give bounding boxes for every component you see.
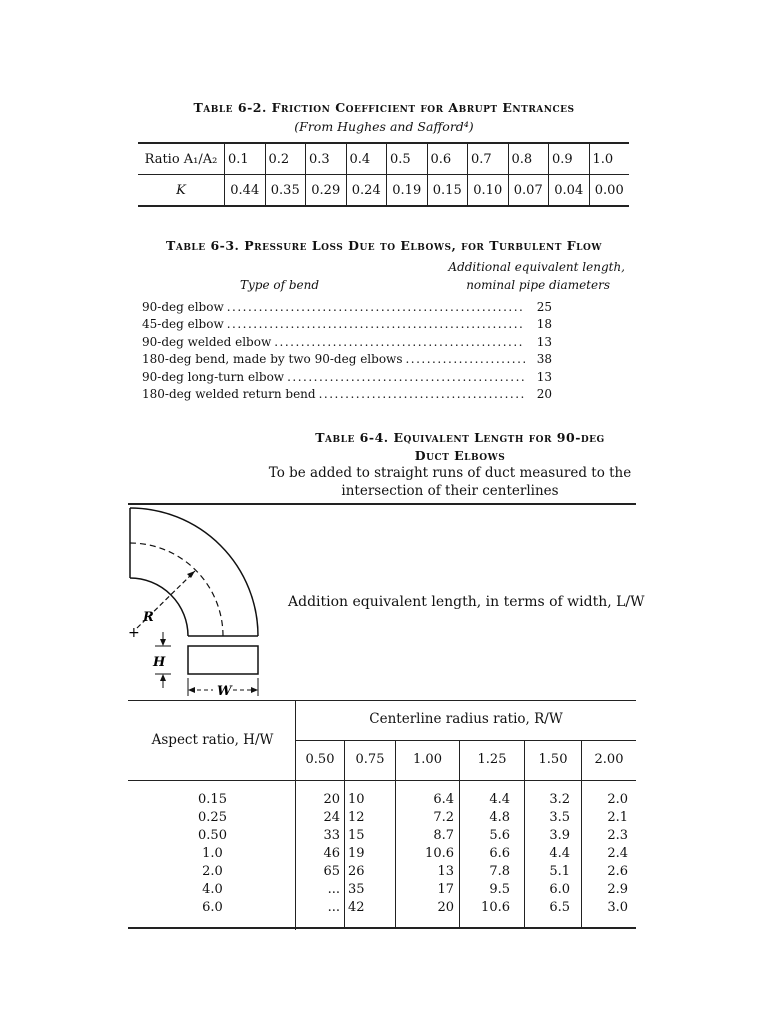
bend-type: 90-deg long-turn elbow <box>142 369 285 384</box>
subheader-rule <box>296 740 636 741</box>
center-cross-icon: + <box>128 625 140 641</box>
table-cell: 3.0 <box>607 900 628 915</box>
aspect-divider <box>295 700 296 930</box>
bend-length: 13 <box>536 369 552 384</box>
table-6-4-title-2: Duct Elbows <box>414 448 506 463</box>
table-cell: 20 <box>437 900 454 915</box>
ratio-cell: 0.6 <box>427 143 468 175</box>
k-row <box>138 175 629 207</box>
table-cell: 6.6 <box>489 846 510 861</box>
column-header: 0.50 <box>305 752 335 767</box>
table-cell: 4.4 <box>489 792 510 807</box>
aspect-ratio-cell: 2.0 <box>202 864 223 879</box>
aspect-ratio-cell: 4.0 <box>202 882 223 897</box>
column-header: 1.50 <box>538 752 568 767</box>
r-label: R <box>143 610 154 625</box>
k-cell: 0.19 <box>387 175 428 207</box>
w-label: W <box>217 684 232 699</box>
table-cell: 7.2 <box>433 810 454 825</box>
table-cell: 10 <box>348 792 365 807</box>
ratio-cell: 1.0 <box>589 143 629 175</box>
table-cell: 2.9 <box>607 882 628 897</box>
list-item <box>142 298 552 316</box>
elbow-diagram <box>125 506 285 701</box>
table-cell: 2.4 <box>607 846 628 861</box>
table-6-3-rows <box>142 298 552 403</box>
table-cell: ... <box>327 900 340 915</box>
bend-length: 18 <box>536 317 552 332</box>
k-label: K <box>138 175 225 207</box>
ratio-cell: 0.9 <box>549 143 590 175</box>
k-cell: 0.10 <box>468 175 509 207</box>
body-rule <box>128 780 636 781</box>
bend-length: 38 <box>536 352 552 367</box>
k-cell: 0.44 <box>225 175 266 207</box>
table-cell: 19 <box>348 846 365 861</box>
col-divider <box>344 740 345 928</box>
ratio-cell: 0.4 <box>346 143 387 175</box>
h-label: H <box>153 655 166 670</box>
table-cell: 42 <box>348 900 365 915</box>
table-cell: 6.4 <box>433 792 454 807</box>
table-6-3-header-right-2: nominal pipe diameters <box>466 278 610 292</box>
k-cell: 0.24 <box>346 175 387 207</box>
k-cell: 0.29 <box>306 175 347 207</box>
table-cell: 3.9 <box>549 828 570 843</box>
bend-type: 45-deg elbow <box>142 317 224 332</box>
ratio-cell: 0.8 <box>508 143 549 175</box>
aspect-ratio-cell: 0.50 <box>198 828 227 843</box>
ratio-cell: 0.1 <box>225 143 266 175</box>
top-rule <box>128 503 636 505</box>
table-6-4-caption-1: To be added to straight runs of duct measured to the <box>268 465 632 481</box>
table-cell: 2.3 <box>607 828 628 843</box>
table-6-4-title-1: Table 6-4. Equivalent Length for 90-deg <box>315 430 605 445</box>
table-cell: 2.1 <box>607 810 628 825</box>
k-cell: 0.15 <box>427 175 468 207</box>
ratio-row <box>138 143 629 175</box>
table-cell: 8.7 <box>433 828 454 843</box>
aspect-ratio-cell: 0.15 <box>198 792 227 807</box>
table-cell: 17 <box>437 882 454 897</box>
col-divider <box>524 740 525 928</box>
table-6-2 <box>138 142 629 207</box>
bend-type: 180-deg bend, made by two 90-deg elbows <box>142 352 403 367</box>
header-rule <box>128 700 636 701</box>
table-6-4-caption-2: intersection of their centerlines <box>341 483 559 499</box>
column-header: 0.75 <box>355 752 385 767</box>
table-cell: 3.5 <box>549 810 570 825</box>
table-cell: 7.8 <box>489 864 510 879</box>
bend-length: 13 <box>536 334 552 349</box>
table-cell: 10.6 <box>481 900 510 915</box>
column-header: 1.25 <box>477 752 507 767</box>
ratio-cell: 0.7 <box>468 143 509 175</box>
column-header: 1.00 <box>413 752 442 767</box>
bottom-rule <box>128 927 636 929</box>
table-cell: 5.6 <box>489 828 510 843</box>
bend-type: 90-deg elbow <box>142 299 224 314</box>
list-item <box>142 386 552 404</box>
table-cell: 9.5 <box>489 882 510 897</box>
ratio-label: Ratio A₁/A₂ <box>138 143 225 175</box>
table-6-3-header-left: Type of bend <box>240 278 320 292</box>
aspect-ratio-cell: 1.0 <box>202 846 223 861</box>
column-header: 2.00 <box>594 752 624 767</box>
list-item <box>142 316 552 334</box>
centerline-radius-header: Centerline radius ratio, R/W <box>369 711 563 727</box>
table-cell: 3.2 <box>549 792 570 807</box>
leader-dots <box>405 352 525 366</box>
table-cell: 33 <box>323 828 340 843</box>
table-cell: ... <box>327 882 340 897</box>
leader-dots <box>274 335 525 349</box>
k-cell: 0.35 <box>265 175 306 207</box>
k-cell: 0.07 <box>508 175 549 207</box>
ratio-cell: 0.2 <box>265 143 306 175</box>
bend-type: 180-deg welded return bend <box>142 387 316 402</box>
table-cell: 12 <box>348 810 365 825</box>
aspect-ratio-cell: 0.25 <box>198 810 227 825</box>
table-cell: 46 <box>323 846 340 861</box>
table-6-3-title: Table 6-3. Pressure Loss Due to Elbows, for Turbulent Flow <box>166 238 602 253</box>
table-cell: 2.6 <box>607 864 628 879</box>
aspect-ratio-header: Aspect ratio, H/W <box>151 732 274 748</box>
table-6-3-header-right-1: Additional equivalent length, <box>448 260 625 274</box>
table-cell: 15 <box>348 828 365 843</box>
list-item <box>142 351 552 369</box>
bend-length: 20 <box>536 387 552 402</box>
table-cell: 4.4 <box>549 846 570 861</box>
table-cell: 65 <box>323 864 340 879</box>
table-cell: 24 <box>323 810 340 825</box>
table-6-2-subtitle: (From Hughes and Safford⁴) <box>294 119 474 134</box>
col-divider <box>581 740 582 928</box>
addition-length-label: Addition equivalent length, in terms of width, L/W <box>288 594 645 610</box>
bend-length: 25 <box>536 299 552 314</box>
col-divider <box>395 740 396 928</box>
leader-dots <box>319 387 525 401</box>
table-cell: 20 <box>323 792 340 807</box>
table-cell: 10.6 <box>425 846 454 861</box>
bend-type: 90-deg welded elbow <box>142 334 272 349</box>
table-6-2-title: Table 6-2. Friction Coefficient for Abrupt Entrances <box>193 100 575 115</box>
ratio-cell: 0.5 <box>387 143 428 175</box>
table-cell: 5.1 <box>549 864 570 879</box>
table-cell: 6.0 <box>549 882 570 897</box>
k-cell: 0.04 <box>549 175 590 207</box>
table-cell: 26 <box>348 864 365 879</box>
k-cell: 0.00 <box>589 175 629 207</box>
table-cell: 2.0 <box>607 792 628 807</box>
list-item <box>142 368 552 386</box>
aspect-ratio-cell: 6.0 <box>202 900 223 915</box>
col-divider <box>459 740 460 928</box>
leader-dots <box>287 370 525 384</box>
leader-dots <box>227 317 525 331</box>
list-item <box>142 333 552 351</box>
ratio-cell: 0.3 <box>306 143 347 175</box>
table-cell: 35 <box>348 882 365 897</box>
table-cell: 6.5 <box>549 900 570 915</box>
leader-dots <box>227 300 525 314</box>
table-cell: 4.8 <box>489 810 510 825</box>
table-cell: 13 <box>437 864 454 879</box>
